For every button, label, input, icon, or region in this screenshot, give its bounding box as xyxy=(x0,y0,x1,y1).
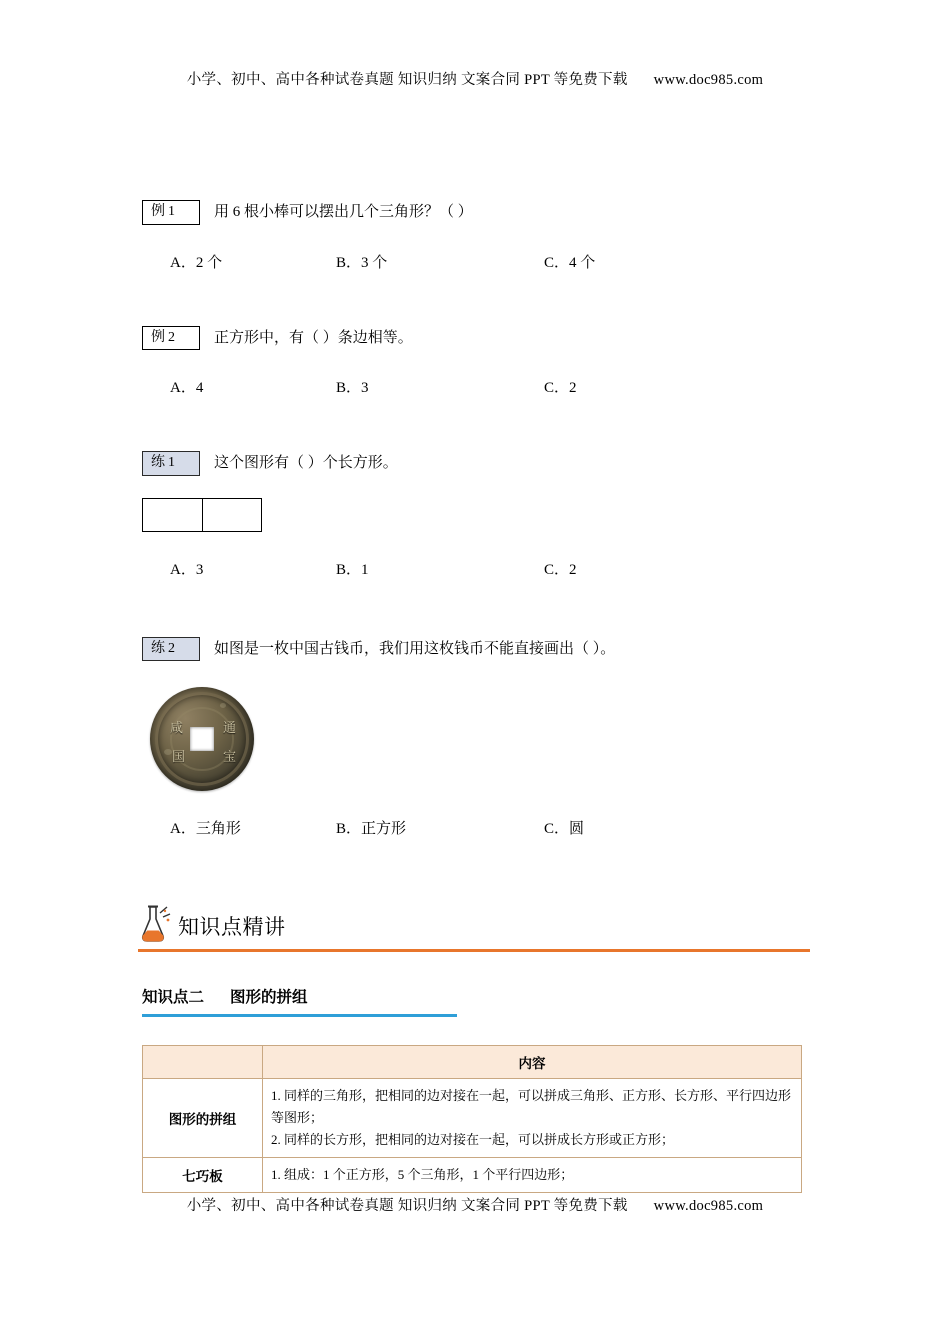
question-text: 正方形中，有（ ）条边相等。 xyxy=(214,329,413,346)
footer-text: 小学、初中、高中各种试卷真题 知识归纳 文案合同 PPT 等免费下载 xyxy=(186,1198,628,1214)
option-b[interactable]: B．1 xyxy=(336,561,369,578)
spacer xyxy=(142,397,810,451)
coin-speck xyxy=(164,749,172,755)
question-text: 用 6 根小棒可以摆出几个三角形？（ ） xyxy=(214,204,473,220)
flask-icon xyxy=(138,903,172,943)
question-list xyxy=(142,200,810,838)
spacer xyxy=(142,272,810,326)
question-tag-number: 1 xyxy=(168,204,175,219)
rectangle-half-right xyxy=(202,499,262,531)
table-row xyxy=(143,1078,802,1157)
question-options xyxy=(142,251,810,272)
coin-glyph-1: 咸 xyxy=(170,720,184,735)
question-practice-1 xyxy=(142,451,810,579)
question-options xyxy=(142,558,810,579)
knowledge-table xyxy=(142,1045,802,1193)
table-header-content: 内容 xyxy=(263,1045,802,1078)
table-cell-line: 1. 同样的三角形，把相同的边对接在一起，可以拼成三角形、正方形、长方形、平行四边形等图形； xyxy=(271,1087,792,1125)
option-a[interactable]: A．4 xyxy=(170,380,204,396)
table-row-content xyxy=(263,1157,802,1192)
ancient-coin-figure xyxy=(150,687,254,791)
option-b[interactable]: B．3 xyxy=(336,380,369,396)
question-tag-label: 例 xyxy=(151,204,165,219)
coin-glyph-4: 宝 xyxy=(222,749,236,764)
question-tag-number: 2 xyxy=(168,329,175,345)
table-cell-line: 1. 组成：1 个正方形，5 个三角形，1 个平行四边形； xyxy=(271,1166,574,1182)
question-example-2 xyxy=(142,326,810,398)
question-example-1 xyxy=(142,200,810,272)
question-tag-label: 练 xyxy=(151,455,165,470)
section-divider xyxy=(138,949,810,952)
table-header-blank xyxy=(143,1045,263,1078)
coin-speck xyxy=(220,703,226,708)
coin-square-hole xyxy=(190,727,214,751)
option-c[interactable]: C．圆 xyxy=(544,821,585,837)
table-row xyxy=(143,1157,802,1192)
footer-watermark xyxy=(0,1194,950,1215)
option-b[interactable]: B．3 个 xyxy=(336,254,388,271)
question-tag-number: 2 xyxy=(168,640,175,656)
table-cell-line: 2. 同样的长方形，把相同的边对接在一起，可以拼成长方形或正方形； xyxy=(271,1131,675,1147)
knowledge-point-block xyxy=(142,985,810,1193)
question-practice-2 xyxy=(142,637,810,839)
option-c[interactable]: C．4 个 xyxy=(544,254,596,271)
coin-glyph-3: 国 xyxy=(172,749,186,764)
option-c[interactable]: C．2 xyxy=(544,561,577,578)
rectangle-figure xyxy=(142,498,262,532)
footer-url: www.doc985.com xyxy=(653,1198,764,1214)
knowledge-point-title xyxy=(142,985,810,1007)
knowledge-point-prefix: 知识点二 xyxy=(142,989,205,1006)
header-url: www.doc985.com xyxy=(653,72,764,88)
question-text: 如图是一枚中国古钱币，我们用这枚钱币不能直接画出（ ）。 xyxy=(214,640,616,657)
question-text: 这个图形有（ ）个长方形。 xyxy=(214,455,398,471)
question-tag-number: 1 xyxy=(168,455,175,470)
question-tag-label: 练 xyxy=(151,640,165,656)
question-tag xyxy=(142,200,200,225)
table-row-label: 图形的拼组 xyxy=(143,1078,263,1157)
knowledge-point-divider xyxy=(142,1014,457,1017)
question-tag xyxy=(142,451,200,476)
option-c[interactable]: C．2 xyxy=(544,380,577,396)
rectangle-half-left xyxy=(143,499,202,531)
header-text: 小学、初中、高中各种试卷真题 知识归纳 文案合同 PPT 等免费下载 xyxy=(186,72,628,88)
coin-image xyxy=(150,687,810,791)
section-heading xyxy=(138,903,810,952)
flask-icon-svg xyxy=(138,903,172,943)
table-row-label: 七巧板 xyxy=(143,1157,263,1192)
question-tag xyxy=(142,637,200,662)
spacer xyxy=(142,579,810,637)
table-row-content xyxy=(263,1078,802,1157)
coin-glyph-2: 通 xyxy=(222,720,236,735)
table-header-row xyxy=(143,1045,802,1078)
option-a[interactable]: A．3 xyxy=(170,561,204,578)
question-options xyxy=(142,817,810,838)
question-tag xyxy=(142,326,200,351)
option-b[interactable]: B．正方形 xyxy=(336,821,407,837)
option-a[interactable]: A．三角形 xyxy=(170,821,241,837)
section-title: 知识点精讲 xyxy=(178,916,286,939)
question-options xyxy=(142,376,810,397)
option-a[interactable]: A．2 个 xyxy=(170,254,223,271)
knowledge-point-name: 图形的拼组 xyxy=(230,989,308,1006)
question-tag-label: 例 xyxy=(151,329,165,345)
header-watermark xyxy=(0,68,950,89)
